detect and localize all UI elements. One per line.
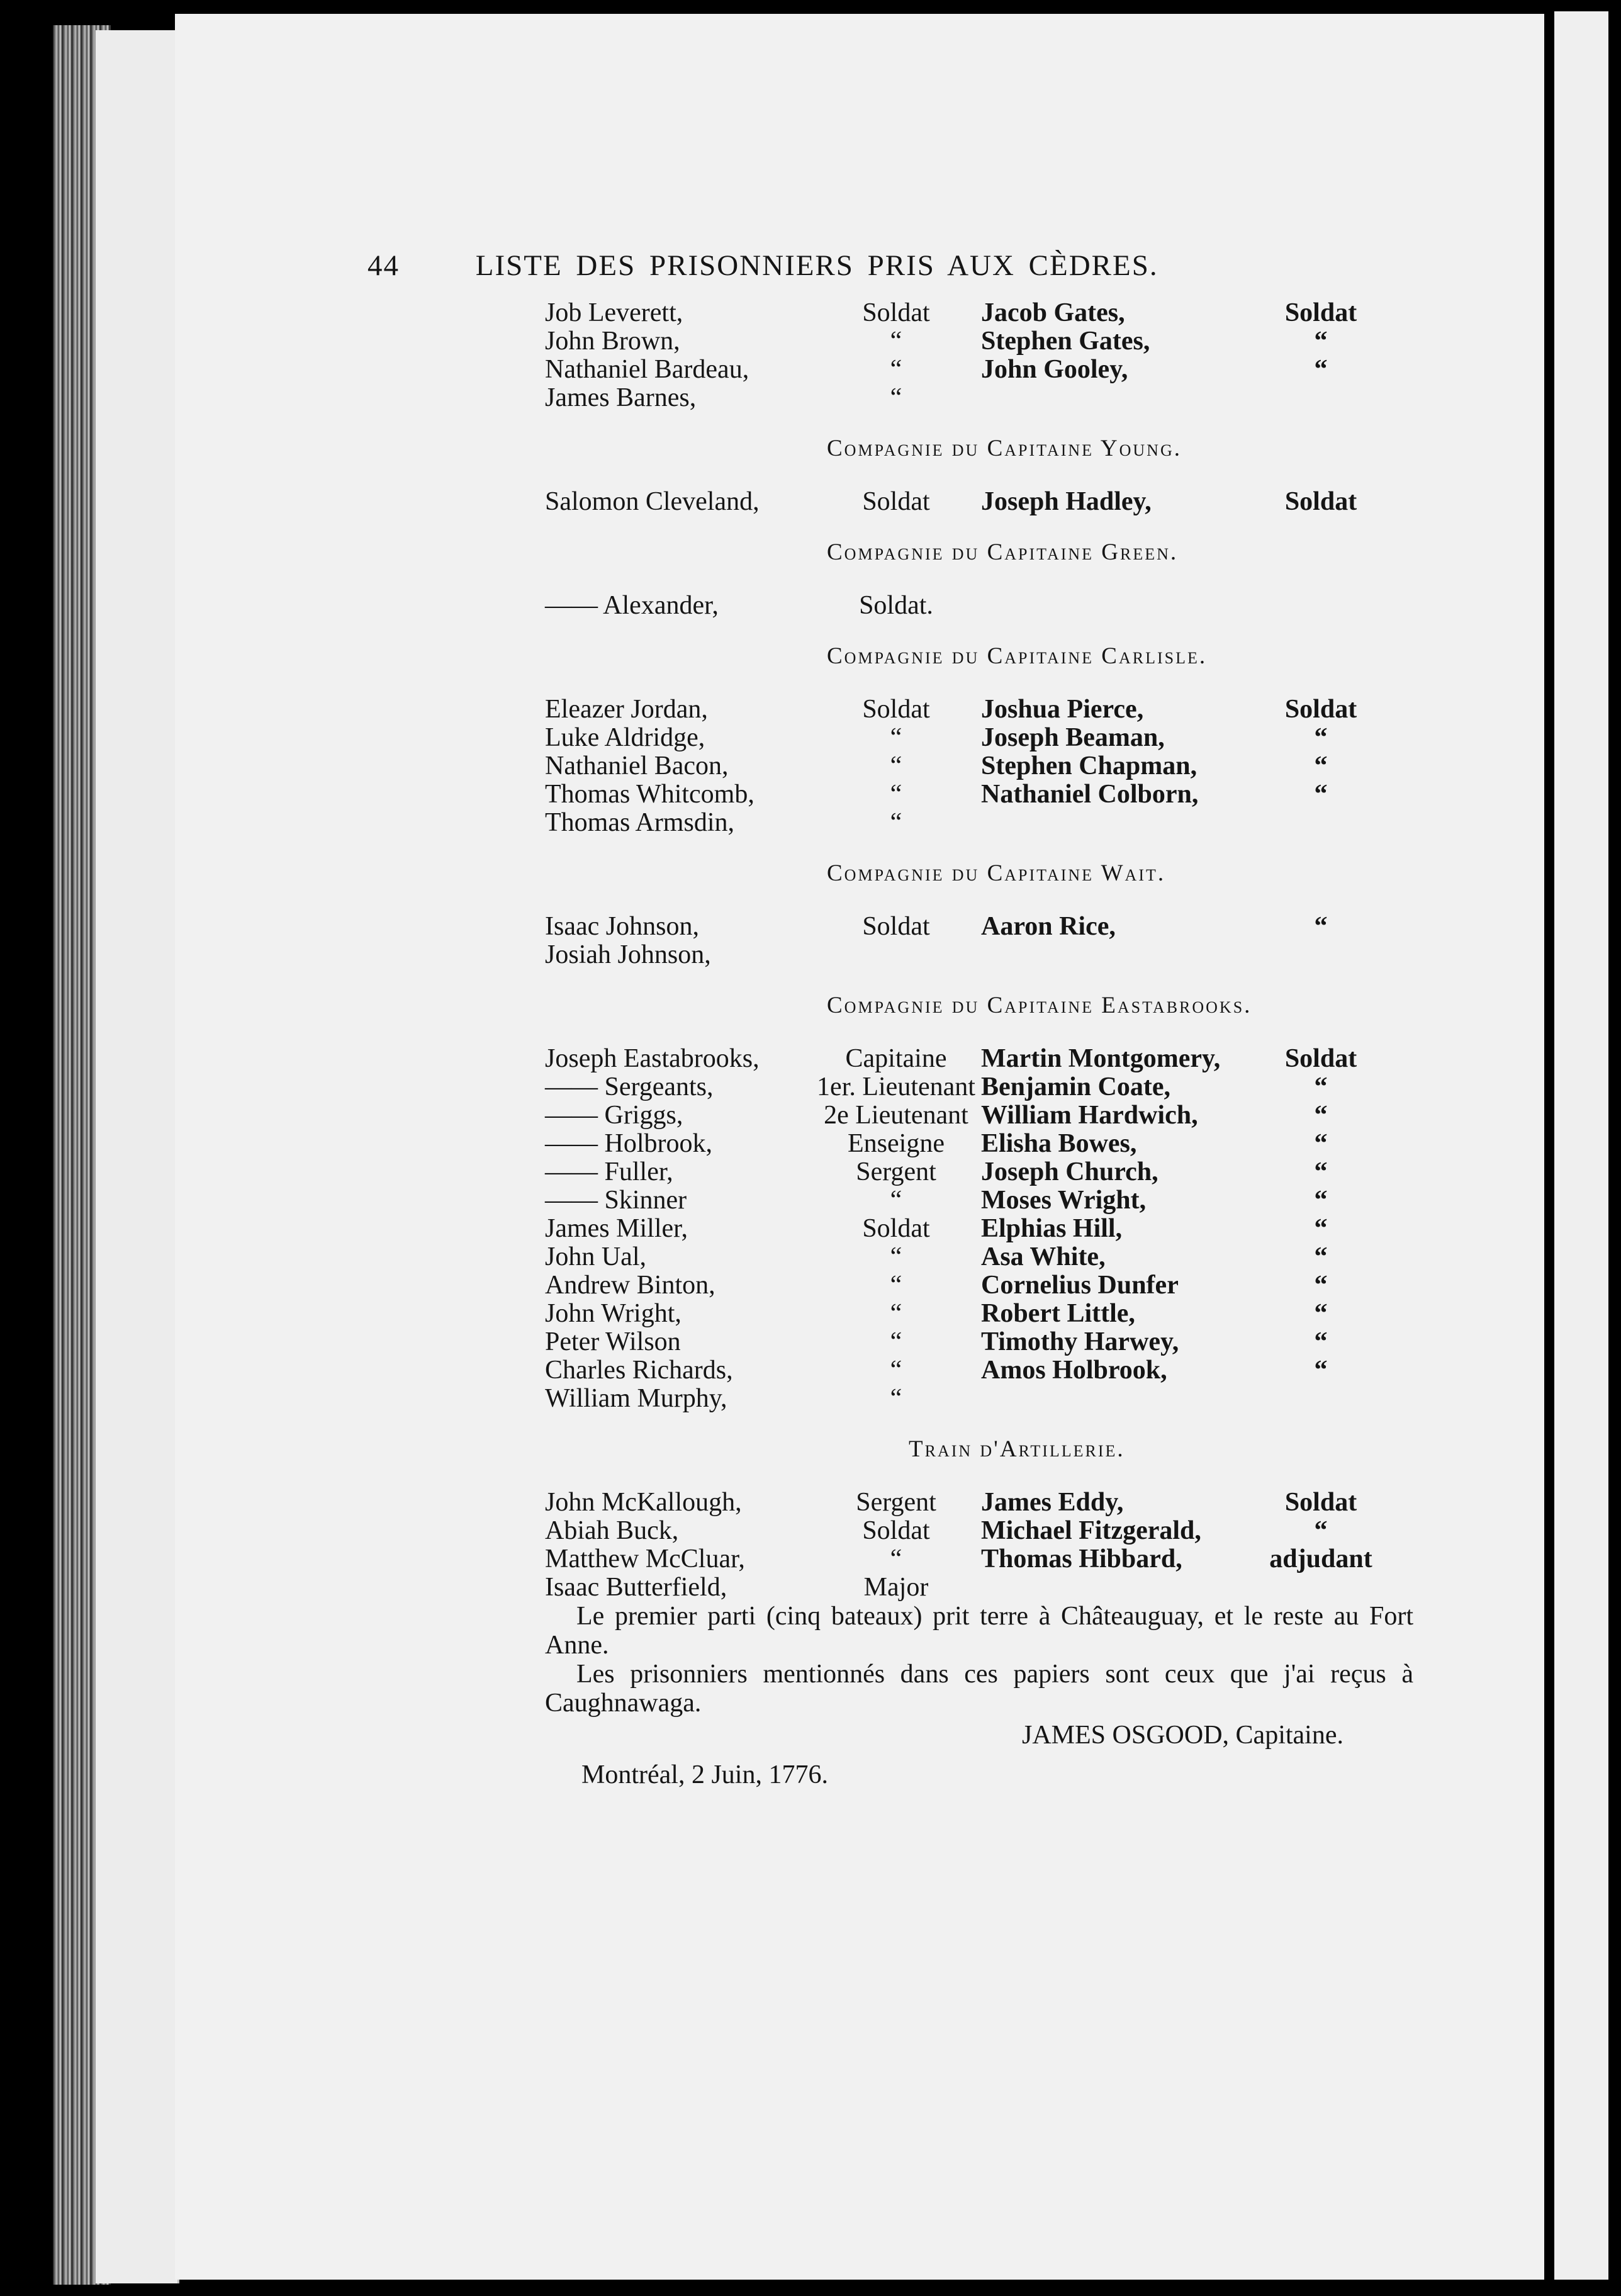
prisoner-row <box>367 752 1450 780</box>
company-group <box>367 516 1450 620</box>
prisoner-row <box>367 1545 1450 1573</box>
prisoner-row <box>367 1073 1450 1101</box>
prisoner-rank: Capitaine <box>845 1044 947 1073</box>
prisoner-rank: Soldat. <box>859 591 933 620</box>
prisoner-row <box>367 809 1450 837</box>
prisoner-name: Joseph Church, <box>981 1157 1158 1186</box>
prisoner-rank: Soldat <box>862 695 930 724</box>
prisoner-name: Isaac Johnson, <box>545 912 699 941</box>
prisoner-row <box>367 1130 1450 1158</box>
prisoner-row <box>367 1158 1450 1186</box>
prisoner-rank: “ <box>1314 723 1328 752</box>
prisoner-rank: “ <box>1314 1186 1328 1215</box>
prisoner-row <box>367 941 1450 969</box>
prisoner-rank: Soldat <box>862 912 930 941</box>
company-group <box>367 969 1450 1413</box>
prisoner-name: Thomas Armsdin, <box>545 808 734 837</box>
prisoner-rank: “ <box>1314 1271 1328 1300</box>
prisoner-name: Abiah Buck, <box>545 1516 679 1545</box>
running-title: LISTE DES PRISONNIERS PRIS AUX CÈDRES. <box>475 249 1158 282</box>
prisoner-name: Elphias Hill, <box>981 1214 1123 1243</box>
prisoner-rank: “ <box>890 1299 902 1328</box>
prisoner-name: Aaron Rice, <box>981 912 1116 941</box>
prisoner-name: Joseph Hadley, <box>981 487 1152 516</box>
prisoner-name: John McKallough, <box>545 1488 742 1517</box>
prisoner-row <box>367 1488 1450 1517</box>
prisoner-name: John Ual, <box>545 1242 646 1271</box>
prisoner-row <box>367 488 1450 516</box>
prisoner-row <box>367 1385 1450 1413</box>
prisoner-name: Salomon Cleveland, <box>545 487 760 516</box>
prisoner-row <box>367 913 1450 941</box>
prisoner-name: Martin Montgomery, <box>981 1044 1221 1073</box>
prisoner-rank: adjudant <box>1269 1545 1372 1573</box>
prisoner-row <box>367 327 1450 356</box>
prisoner-name: Amos Holbrook, <box>981 1356 1167 1385</box>
prisoner-name: Isaac Butterfield, <box>545 1573 727 1602</box>
prisoner-name: Job Leverett, <box>545 298 683 327</box>
prisoner-rank: Sergent <box>856 1157 936 1186</box>
prisoner-name: Cornelius Dunfer <box>981 1271 1179 1300</box>
running-head <box>367 249 1450 299</box>
page-content <box>367 249 1450 1797</box>
prisoner-rank: “ <box>890 808 902 837</box>
prisoner-name: Stephen Chapman, <box>981 751 1198 780</box>
prisoner-row <box>367 1356 1450 1385</box>
prisoner-rank: “ <box>890 327 902 356</box>
prisoner-name: John Wright, <box>545 1299 681 1328</box>
prisoner-row <box>367 299 1450 327</box>
prisoner-rank: “ <box>890 751 902 780</box>
prisoner-rank: “ <box>890 1186 902 1215</box>
prisoner-rank: Soldat <box>862 487 930 516</box>
prisoner-rank: “ <box>1314 780 1328 809</box>
prisoner-name: Joseph Eastabrooks, <box>545 1044 760 1073</box>
prisoner-name: Matthew McCluar, <box>545 1545 745 1573</box>
prisoner-name: Peter Wilson <box>545 1327 681 1356</box>
prisoner-rank: Soldat <box>1284 695 1357 724</box>
prisoner-name: Thomas Whitcomb, <box>545 780 754 809</box>
prisoner-rank: “ <box>1314 1327 1328 1356</box>
prisoner-name: William Murphy, <box>545 1384 727 1413</box>
prisoner-name: Stephen Gates, <box>981 327 1150 356</box>
prisoner-name: Nathaniel Bacon, <box>545 751 729 780</box>
prisoner-row <box>367 384 1450 412</box>
prisoner-rank: “ <box>1314 1242 1328 1271</box>
prisoner-name: Josiah Johnson, <box>545 940 711 969</box>
prisoner-name: Nathaniel Bardeau, <box>545 355 749 384</box>
prisoner-rank: “ <box>890 1384 902 1413</box>
prisoner-rank: 2e Lieutenant <box>824 1101 968 1130</box>
prisoner-name: William Hardwich, <box>981 1101 1198 1130</box>
prisoner-rank: “ <box>890 1327 902 1356</box>
prisoner-name: John Brown, <box>545 327 680 356</box>
prisoner-rank: “ <box>1314 1101 1328 1130</box>
prisoner-rank: “ <box>890 355 902 384</box>
prisoner-rank: “ <box>1314 751 1328 780</box>
prisoner-name: John Gooley, <box>981 355 1128 384</box>
prisoner-rank: Soldat <box>1284 298 1357 327</box>
company-group <box>367 412 1450 516</box>
prisoner-rank: “ <box>1314 1516 1328 1545</box>
prisoner-row <box>367 592 1450 620</box>
company-group <box>367 837 1450 969</box>
prisoner-name: —— Skinner <box>545 1186 687 1215</box>
prisoner-name: Nathaniel Colborn, <box>981 780 1199 809</box>
prisoner-rank: Major <box>863 1573 929 1602</box>
company-title: Compagnie du Capitaine Green. <box>827 539 1179 565</box>
company-group <box>367 299 1450 412</box>
prisoner-rank: “ <box>1314 355 1328 384</box>
prisoner-name: Asa White, <box>981 1242 1106 1271</box>
prisoner-name: Eleazer Jordan, <box>545 695 708 724</box>
prisoner-name: James Eddy, <box>981 1488 1124 1517</box>
prisoner-name: Robert Little, <box>981 1299 1135 1328</box>
prisoner-rank: “ <box>890 383 902 412</box>
prisoner-rank: “ <box>890 723 902 752</box>
prisoner-name: Charles Richards, <box>545 1356 733 1385</box>
prisoner-rank: Enseigne <box>848 1129 945 1158</box>
company-title: Compagnie du Capitaine Wait. <box>827 860 1166 886</box>
prisoner-row <box>367 1243 1450 1271</box>
prisoner-name: Andrew Binton, <box>545 1271 715 1300</box>
prisoner-rank: “ <box>890 780 902 809</box>
prisoner-row <box>367 695 1450 724</box>
prisoner-name: Joshua Pierce, <box>981 695 1144 724</box>
prisoner-name: Jacob Gates, <box>981 298 1125 327</box>
prisoner-name: Timothy Harwey, <box>981 1327 1179 1356</box>
prisoner-rank: Soldat <box>1284 1488 1357 1517</box>
prisoner-rank: “ <box>890 1545 902 1573</box>
prisoner-name: —— Griggs, <box>545 1101 683 1130</box>
prisoner-name: —— Alexander, <box>545 591 719 620</box>
prisoner-rank: “ <box>1314 1299 1328 1328</box>
company-lists <box>367 299 1450 1602</box>
page-number: 44 <box>367 249 400 282</box>
prisoner-row <box>367 780 1450 809</box>
prisoner-rank: Soldat <box>1284 487 1357 516</box>
prisoner-rank: Sergent <box>856 1488 936 1517</box>
prisoner-row <box>367 1328 1450 1356</box>
company-title: Compagnie du Capitaine Young. <box>827 436 1182 461</box>
prisoner-name: Benjamin Coate, <box>981 1072 1170 1101</box>
prisoner-rank: Soldat <box>862 1214 930 1243</box>
company-title: Train d'Artillerie. <box>909 1436 1125 1462</box>
prisoner-name: Luke Aldridge, <box>545 723 705 752</box>
prisoner-name: James Miller, <box>545 1214 688 1243</box>
prisoner-row <box>367 1101 1450 1130</box>
facing-page-edge <box>1554 11 1608 2280</box>
signature: JAMES OSGOOD, Capitaine. <box>1022 1721 1343 1750</box>
dateline <box>367 1753 1450 1797</box>
prisoner-rank: “ <box>1314 1214 1328 1243</box>
prisoner-row <box>367 356 1450 384</box>
company-group <box>367 1413 1450 1602</box>
prisoner-rank: Soldat <box>1284 1044 1357 1073</box>
prisoner-rank: “ <box>1314 1129 1328 1158</box>
prisoner-row <box>367 1186 1450 1215</box>
note-paragraph: Les prisonniers mentionnés dans ces papiers sont ceux que j'ai reçus à Caughnawaga. <box>545 1660 1413 1718</box>
prisoner-rank: “ <box>1314 912 1328 941</box>
prisoner-name: —— Sergeants, <box>545 1072 714 1101</box>
company-title: Compagnie du Capitaine Eastabrooks. <box>827 993 1252 1018</box>
company-title: Compagnie du Capitaine Carlisle. <box>827 643 1208 669</box>
note-paragraph: Le premier parti (cinq bateaux) prit terre à Châteauguay, et le reste au Fort Anne. <box>545 1602 1413 1660</box>
prisoner-row <box>367 724 1450 752</box>
prisoner-rank: Soldat <box>862 1516 930 1545</box>
prisoner-row <box>367 1517 1450 1545</box>
prisoner-rank: “ <box>1314 327 1328 356</box>
prisoner-name: Moses Wright, <box>981 1186 1147 1215</box>
prisoner-row <box>367 1215 1450 1243</box>
prisoner-rank: “ <box>890 1271 902 1300</box>
date-place: Montréal, 2 Juin, 1776. <box>581 1760 828 1789</box>
prisoner-row <box>367 1573 1450 1602</box>
prisoner-name: Joseph Beaman, <box>981 723 1165 752</box>
prisoner-name: Elisha Bowes, <box>981 1129 1137 1158</box>
prisoner-rank: 1er. Lieutenant <box>817 1072 975 1101</box>
prisoner-row <box>367 1271 1450 1300</box>
prisoner-name: Michael Fitzgerald, <box>981 1516 1201 1545</box>
prisoner-name: Thomas Hibbard, <box>981 1545 1182 1573</box>
company-group <box>367 620 1450 837</box>
prisoner-row <box>367 1045 1450 1073</box>
prisoner-row <box>367 1300 1450 1328</box>
closing-notes <box>367 1602 1450 1797</box>
page-edge <box>94 30 179 2283</box>
prisoner-name: —— Holbrook, <box>545 1129 712 1158</box>
signature-line <box>367 1718 1450 1753</box>
prisoner-rank: “ <box>1314 1072 1328 1101</box>
prisoner-name: —— Fuller, <box>545 1157 673 1186</box>
prisoner-rank: “ <box>1314 1356 1328 1385</box>
prisoner-rank: “ <box>1314 1157 1328 1186</box>
prisoner-rank: Soldat <box>862 298 930 327</box>
prisoner-name: James Barnes, <box>545 383 697 412</box>
prisoner-rank: “ <box>890 1242 902 1271</box>
prisoner-rank: “ <box>890 1356 902 1385</box>
